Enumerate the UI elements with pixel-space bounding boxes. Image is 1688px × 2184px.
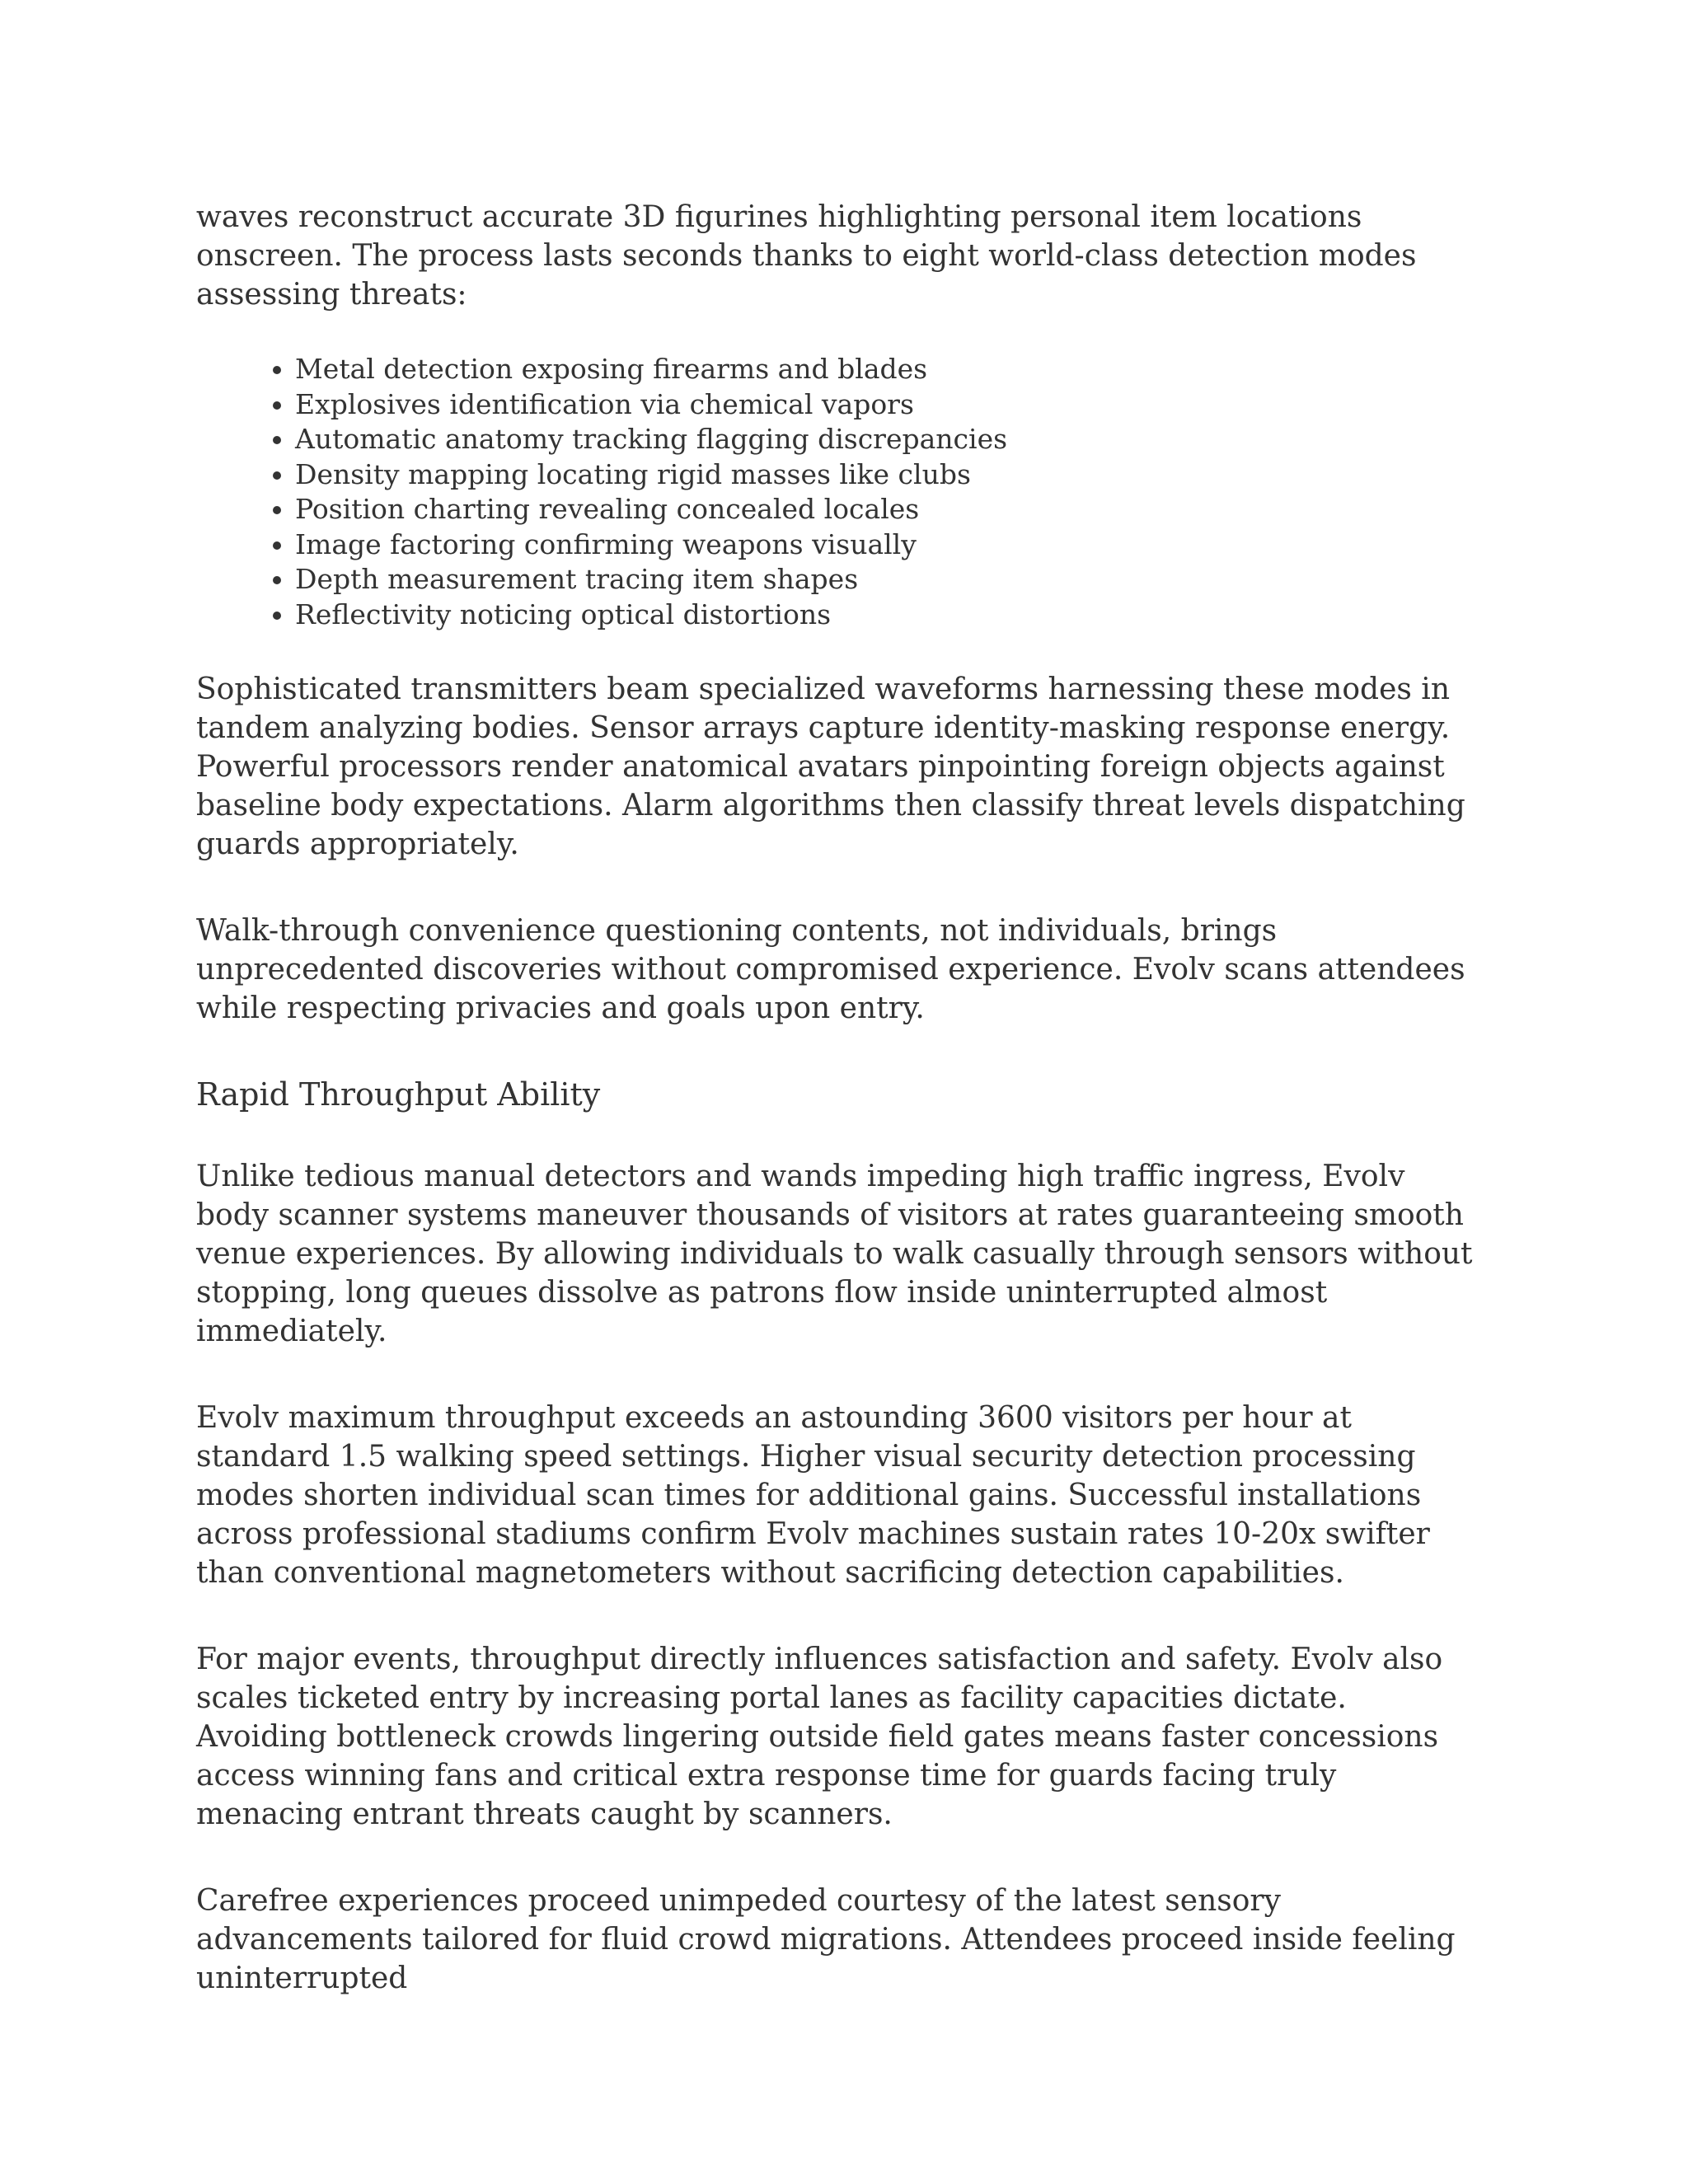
list-item: • Position charting revealing concealed locales — [295, 492, 1482, 527]
unlike-paragraph: Unlike tedious manual detectors and wands impeding high traffic ingress, Evolv body scanner systems maneuver thousands of visitors at rates guaranteeing smooth venue experiences. By allowing individuals to walk casually through sensors without stopping, long queues dissolve as patrons flow inside uninterrupted almost immediately. — [196, 1160, 1473, 1348]
list-item: • Automatic anatomy tracking flagging discrepancies — [295, 422, 1482, 457]
transmitters-paragraph: Sophisticated transmitters beam specialized waveforms harnessing these modes in tandem analyzing bodies. Sensor arrays capture identity-masking response energy. Powerful processors render anatomical avatars pinpointing foreign objects against baseline body expectations. Alarm algorithms then classify threat levels dispatching guards appropriately. — [196, 673, 1465, 861]
walkthrough-paragraph: Walk-through convenience questioning contents, not individuals, brings unprecedented discoveries without compromised experience. Evolv scans attendees while respecting privacies and goals upon entry. — [196, 914, 1465, 1025]
list-item: • Image factoring confirming weapons visually — [295, 527, 1482, 563]
document-body — [196, 198, 1482, 1998]
maximum-throughput-paragraph: Evolv maximum throughput exceeds an astounding 3600 visitors per hour at standard 1.5 walking speed settings. Higher visual security detection processing modes shorten individual scan times for additional gains. Successful installations across professional stadiums confirm Evolv machines sustain rates 10-20x swifter than conventional magnetometers without sacrificing detection capabilities. — [196, 1401, 1430, 1590]
carefree-paragraph: Carefree experiences proceed unimpeded courtesy of the latest sensory advancements tailored for fluid crowd migrations. Attendees proceed inside feeling uninterrupted — [196, 1884, 1456, 1995]
list-item: • Explosives identification via chemical vapors — [295, 387, 1482, 423]
major-events-paragraph: For major events, throughput directly influences satisfaction and safety. Evolv also scales ticketed entry by increasing portal lanes as facility capacities dictate. Avoiding bottleneck crowds lingering outside field gates means faster concessions access winning fans and critical extra response time for guards facing truly menacing entrant threats caught by scanners. — [196, 1643, 1443, 1831]
section-heading: Rapid Throughput Ability — [196, 1076, 601, 1113]
detection-modes-list — [196, 352, 1482, 632]
list-item: • Depth measurement tracing item shapes — [295, 562, 1482, 598]
list-item: • Metal detection exposing firearms and blades — [295, 352, 1482, 387]
intro-paragraph: waves reconstruct accurate 3D figurines highlighting personal item locations onscreen. The process lasts seconds thanks to eight world-class detection modes assessing threats: — [196, 200, 1417, 312]
list-item: • Density mapping locating rigid masses like clubs — [295, 457, 1482, 493]
list-item: • Reflectivity noticing optical distortions — [295, 598, 1482, 633]
